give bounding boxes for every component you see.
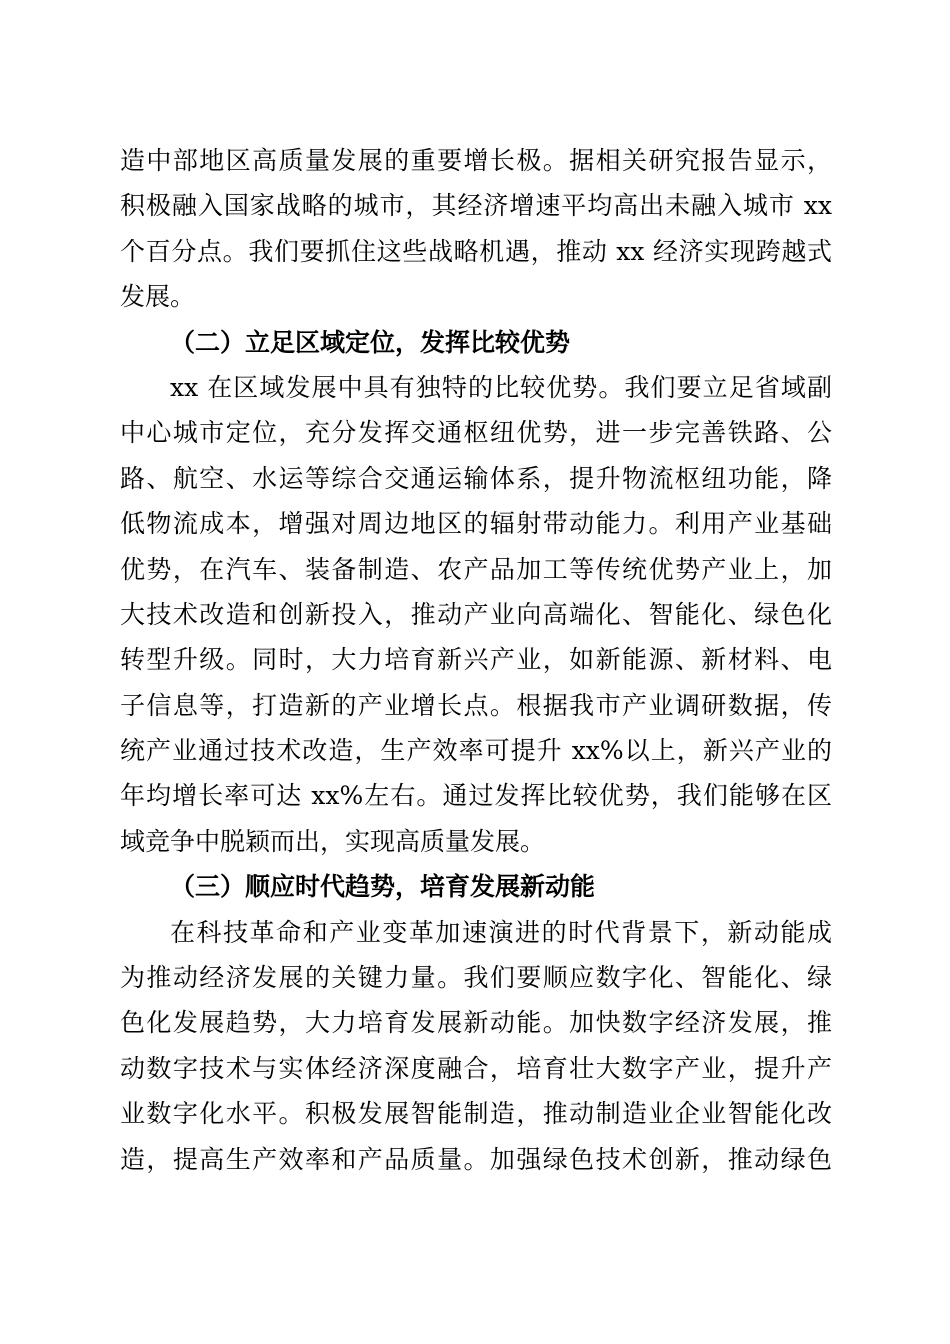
paragraph-opportunity: [120, 138, 832, 320]
document-body: [120, 138, 832, 1182]
section-heading-3: （三）顺应时代趋势，培育发展新动能: [170, 872, 596, 902]
text-line: 统产业通过技术改造，生产效率可提升 xx%以上，新兴产业的: [120, 736, 832, 766]
section-heading-2: （二）立足区域定位，发挥比较优势: [170, 327, 571, 357]
text-line: 路、航空、水运等综合交通运输体系，提升物流枢纽功能，降: [120, 463, 832, 493]
paragraph-new-momentum: [120, 910, 832, 1182]
text-line: 个百分点。我们要抓住这些战略机遇，推动 xx 经济实现跨越式: [120, 236, 832, 266]
text-line: 发展。: [120, 282, 196, 312]
text-line: 为推动经济发展的关键力量。我们要顺应数字化、智能化、绿: [120, 963, 832, 993]
text-line: xx 在区域发展中具有独特的比较优势。我们要立足省域副: [170, 372, 832, 402]
text-line: 年均增长率可达 xx%左右。通过发挥比较优势，我们能够在区: [120, 781, 832, 811]
text-line: 低物流成本，增强对周边地区的辐射带动能力。利用产业基础: [120, 509, 832, 539]
text-line: 造中部地区高质量发展的重要增长极。据相关研究报告显示，: [120, 146, 832, 175]
text-line: 动数字技术与实体经济深度融合，培育壮大数字产业，提升产: [120, 1053, 832, 1083]
text-line: 子信息等，打造新的产业增长点。根据我市产业调研数据，传: [120, 690, 832, 720]
text-line: 业数字化水平。积极发展智能制造，推动制造业企业智能化改: [120, 1099, 832, 1129]
text-line: 优势，在汽车、装备制造、农产品加工等传统优势产业上，加: [120, 554, 832, 584]
text-line: 在科技革命和产业变革加速演进的时代背景下，新动能成: [170, 917, 832, 947]
text-line: 转型升级。同时，大力培育新兴产业，如新能源、新材料、电: [120, 645, 832, 675]
text-line: 造，提高生产效率和产品质量。加强绿色技术创新，推动绿色: [120, 1144, 832, 1174]
text-line: 大技术改造和创新投入，推动产业向高端化、智能化、绿色化: [120, 599, 832, 629]
text-line: 积极融入国家战略的城市，其经济增速平均高出未融入城市 xx: [120, 191, 832, 221]
paragraph-regional-advantage: [120, 365, 832, 864]
text-line: 中心城市定位，充分发挥交通枢纽优势，进一步完善铁路、公: [120, 418, 832, 448]
text-line: 域竞争中脱颖而出，实现高质量发展。: [120, 826, 546, 856]
text-line: 色化发展趋势，大力培育发展新动能。加快数字经济发展，推: [120, 1008, 832, 1038]
